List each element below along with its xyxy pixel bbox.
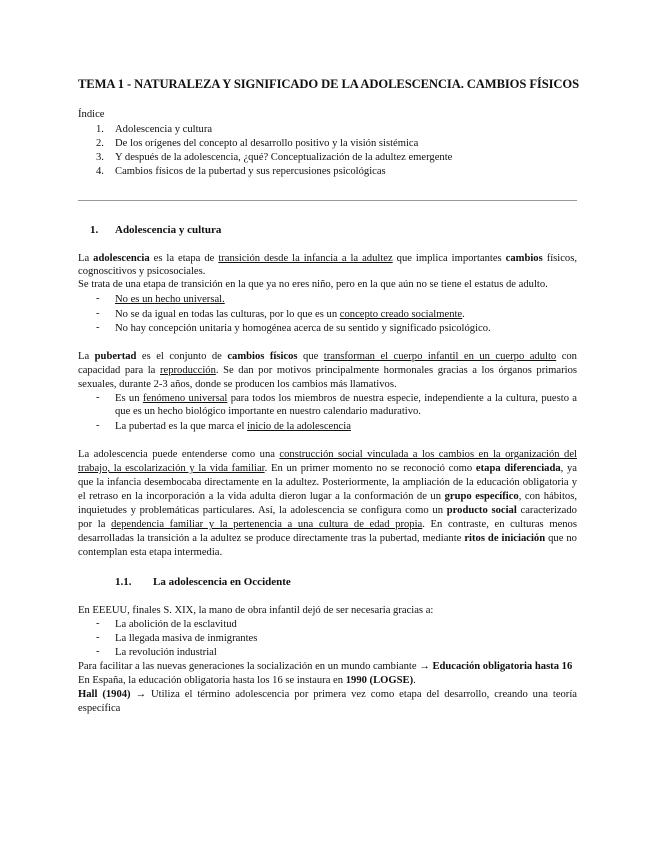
index-item: Cambios físicos de la pubertad y sus repercusiones psicológicas <box>115 166 386 177</box>
paragraph-line: por la dependencia familiar y la pertenencia a una cultura de edad propia. En contraste, en culturas menos <box>78 519 577 530</box>
paragraph-line: sexuales, durante 2-3 años, donde se producen los cambios más llamativos. <box>78 379 397 390</box>
document-title: TEMA 1 - NATURALEZA Y SIGNIFICADO DE LA ADOLESCENCIA. CAMBIOS FÍSICOS <box>78 77 580 91</box>
bullet-dash: - <box>96 420 100 431</box>
paragraph-line: inquietudes y problemáticas particulares. Así, la adolescencia se configura como un producto social caracterizado <box>78 505 577 516</box>
paragraph-line: trabajo, la escolarización y la vida familiar. En un primer momento no se reconoció como etapa diferenciada, ya <box>78 463 577 474</box>
index-label: Índice <box>78 109 105 120</box>
subsection-heading: La adolescencia en Occidente <box>153 576 291 588</box>
index-item-num: 4. <box>96 166 104 177</box>
bullet-item: Es un fenómeno universal para todos los miembros de nuestra especie, independiente a la cultura, puesto a <box>115 393 578 404</box>
horizontal-divider <box>78 200 577 201</box>
paragraph-line: La adolescencia puede entenderse como una construcción social vinculada a los cambios en la organización del <box>78 449 577 460</box>
paragraph-line: el retraso en la incorporación a la vida adulta dieron lugar a la conformación de un grupo específico, con hábitos, <box>78 491 577 502</box>
bullet-item: No se da igual en todas las culturas, por lo que es un concepto creado socialmente. <box>115 309 465 320</box>
section-number: 1. <box>90 224 99 236</box>
paragraph-line: Se trata de una etapa de transición en la que ya no eres niño, pero en la que aún no se tiene el estatus de adulto. <box>78 279 548 290</box>
paragraph-line: En España, la educación obligatoria hasta los 16 se instaura en 1990 (LOGSE). <box>78 675 416 686</box>
bullet-item: No hay concepción unitaria y homogénea acerca de su sentido y significado psicológico. <box>115 323 491 334</box>
paragraph-line: específica <box>78 703 121 714</box>
index-item-num: 3. <box>96 152 104 163</box>
index-item-num: 2. <box>96 138 104 149</box>
bullet-dash: - <box>96 308 100 319</box>
bullet-item: La llegada masiva de inmigrantes <box>115 633 258 644</box>
bullet-dash: - <box>96 618 100 629</box>
bullet-item-continuation: que es un hecho biológico importante en nuestro calendario madurativo. <box>115 406 421 417</box>
paragraph-line: cognoscitivos y psicosociales. <box>78 266 206 277</box>
bullet-dash: - <box>96 632 100 643</box>
paragraph-line: Hall (1904) → Utiliza el término adolescencia por primera vez como etapa del desarrollo, creando una teoría <box>78 689 577 700</box>
paragraph-line: La adolescencia es la etapa de transición desde la infancia a la adultez que implica importantes cambios físicos, <box>78 253 577 264</box>
bullet-item: La pubertad es la que marca el inicio de la adolescencia <box>115 421 351 432</box>
bullet-dash: - <box>96 392 100 403</box>
bullet-dash: - <box>96 293 100 304</box>
bullet-dash: - <box>96 322 100 333</box>
paragraph-line: capacidad para la reproducción. Se dan por motivos principalmente hormonales gracias a los órganos primarios <box>78 365 578 376</box>
index-item: Adolescencia y cultura <box>115 124 213 135</box>
paragraph-line: En EEEUU, finales S. XIX, la mano de obra infantil dejó de ser necesaria gracias a: <box>78 605 434 616</box>
index-item: De los orígenes del concepto al desarrollo positivo y la visión sistémica <box>115 138 419 149</box>
bullet-dash: - <box>96 646 100 657</box>
paragraph-line: desarrolladas la transición a la adultez se produce directamente tras la pubertad, mediante ritos de iniciación que no <box>78 533 577 544</box>
paragraph-line: Para facilitar a las nuevas generaciones la socialización en un mundo cambiante → Educación obligatoria hasta 16 <box>78 661 573 672</box>
bullet-item: La abolición de la esclavitud <box>115 619 237 630</box>
index-item-num: 1. <box>96 124 104 135</box>
bullet-item: No es un hecho universal. <box>115 294 225 305</box>
paragraph-line: que la infancia desembocaba directamente en la adultez. Posteriormente, la ampliación de la educación obligatoria y <box>78 477 577 488</box>
section-heading: Adolescencia y cultura <box>115 224 222 236</box>
bullet-item: La revolución industrial <box>115 647 217 658</box>
paragraph-line: La pubertad es el conjunto de cambios físicos que transforman el cuerpo infantil en un cuerpo adulto con <box>78 351 577 362</box>
index-item: Y después de la adolescencia, ¿qué? Conceptualización de la adultez emergente <box>115 152 453 163</box>
paragraph-line: contemplan esta etapa intermedia. <box>78 547 223 558</box>
subsection-number: 1.1. <box>115 576 132 588</box>
